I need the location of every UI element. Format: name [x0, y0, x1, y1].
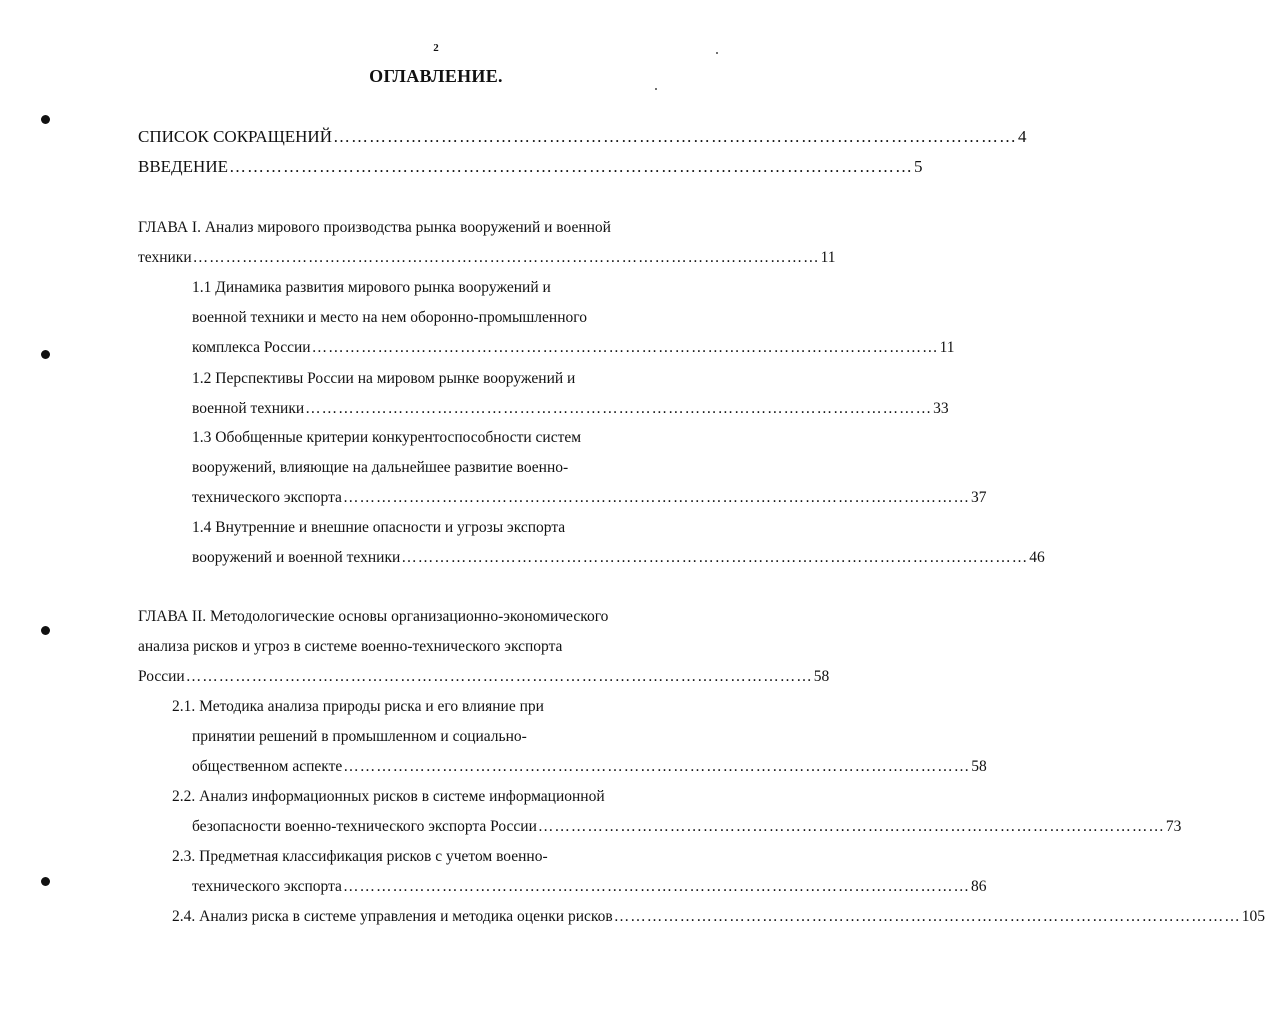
margin-dot — [41, 877, 50, 886]
toc-section-1-3-cont[interactable]: вооружений, влияющие на дальнейшее развитие военно- — [192, 459, 569, 476]
toc-page-number: 58 — [971, 758, 987, 775]
toc-entry-label: вооружений и военной техники — [192, 549, 401, 566]
toc-section-2-1-cont[interactable]: принятии решений в промышленном и социально- — [192, 728, 527, 745]
scan-speck — [655, 88, 657, 90]
toc-page-number: 105 — [1241, 908, 1265, 925]
toc-entry-chapter1[interactable] — [138, 248, 836, 268]
toc-entry-2-2[interactable] — [192, 817, 1182, 837]
leader-dots: …………………………………………………………………………………………………… — [401, 549, 1029, 566]
toc-page-number: 86 — [970, 878, 987, 895]
toc-page-number: 33 — [933, 400, 949, 417]
toc-page-number: 4 — [1017, 127, 1027, 146]
leader-dots: …………………………………………………………………………………………………… — [342, 489, 970, 506]
toc-page-number: 11 — [939, 339, 955, 356]
toc-entry-label: России — [138, 668, 185, 685]
toc-entry-1-1[interactable] — [192, 338, 955, 358]
toc-section-2-3[interactable]: 2.3. Предметная классификация рисков с учетом военно- — [172, 848, 548, 865]
leader-dots: …………………………………………………………………………………………………… — [311, 339, 939, 356]
toc-section-1-4[interactable]: 1.4 Внутренние и внешние опасности и угрозы экспорта — [192, 519, 566, 536]
toc-section-2-1[interactable]: 2.1. Методика анализа природы риска и его влияние при — [172, 698, 544, 715]
toc-page-number: 73 — [1165, 818, 1182, 835]
toc-page-number: 46 — [1029, 549, 1045, 566]
toc-entry-chapter2[interactable] — [138, 667, 830, 687]
toc-entry-label: технического экспорта — [192, 489, 342, 506]
leader-dots: …………………………………………………………………………………………………… — [228, 157, 913, 176]
leader-dots: …………………………………………………………………………………………………… — [185, 668, 813, 685]
toc-section-1-1[interactable]: 1.1 Динамика развития мирового рынка вооружений и — [192, 279, 551, 296]
toc-entry-label: общественном аспекте — [192, 758, 343, 775]
leader-dots: …………………………………………………………………………………………………… — [537, 818, 1165, 835]
leader-dots: …………………………………………………………………………………………………… — [343, 758, 971, 775]
leader-dots: …………………………………………………………………………………………………… — [332, 127, 1017, 146]
toc-page-number: 37 — [970, 489, 987, 506]
leader-dots: …………………………………………………………………………………………………… — [613, 908, 1241, 925]
toc-entry-label: ВВЕДЕНИЕ — [138, 157, 228, 176]
toc-page-number: 11 — [820, 249, 836, 266]
toc-entry-introduction[interactable] — [138, 157, 923, 177]
toc-page-number: 58 — [813, 668, 830, 685]
page-number: 2 — [433, 42, 439, 54]
chapter2-heading[interactable]: ГЛАВА II. Методологические основы организационно-экономического — [138, 608, 609, 625]
toc-entry-label: безопасности военно-технического экспорта России — [192, 818, 537, 835]
toc-entry-2-4[interactable] — [172, 907, 1265, 927]
toc-entry-label: техники — [138, 249, 192, 266]
toc-section-1-1-cont[interactable]: военной техники и место на нем оборонно-промышленного — [192, 309, 587, 326]
leader-dots: …………………………………………………………………………………………………… — [342, 878, 970, 895]
toc-section-1-2[interactable]: 1.2 Перспективы России на мировом рынке вооружений и — [192, 370, 576, 387]
chapter1-heading[interactable]: ГЛАВА I. Анализ мирового производства рынка вооружений и военной — [138, 219, 611, 236]
leader-dots: …………………………………………………………………………………………………… — [192, 249, 820, 266]
toc-entry-label: технического экспорта — [192, 878, 342, 895]
toc-entry-label: военной техники — [192, 400, 305, 417]
toc-entry-label: комплекса России — [192, 339, 311, 356]
toc-entry-label: 2.4. Анализ риска в системе управления и методика оценки рисков — [172, 908, 613, 925]
toc-section-2-2[interactable]: 2.2. Анализ информационных рисков в системе информационной — [172, 788, 605, 805]
toc-title: ОГЛАВЛЕНИЕ. — [369, 66, 503, 86]
margin-dot — [41, 350, 50, 359]
toc-entry-1-4[interactable] — [192, 548, 1045, 568]
chapter2-heading-cont[interactable]: анализа рисков и угроз в системе военно-технического экспорта — [138, 638, 563, 655]
toc-entry-1-2[interactable] — [192, 399, 949, 419]
toc-entry-2-1[interactable] — [192, 757, 987, 777]
toc-entry-abbreviations[interactable] — [138, 127, 1027, 147]
toc-section-1-3[interactable]: 1.3 Обобщенные критерии конкурентоспособности систем — [192, 429, 582, 446]
margin-dot — [41, 115, 50, 124]
margin-dot — [41, 626, 50, 635]
toc-entry-2-3[interactable] — [192, 877, 987, 897]
toc-entry-1-3[interactable] — [192, 488, 987, 508]
toc-entry-label: СПИСОК СОКРАЩЕНИЙ — [138, 127, 332, 146]
leader-dots: …………………………………………………………………………………………………… — [305, 400, 933, 417]
toc-page-number: 5 — [913, 157, 923, 176]
